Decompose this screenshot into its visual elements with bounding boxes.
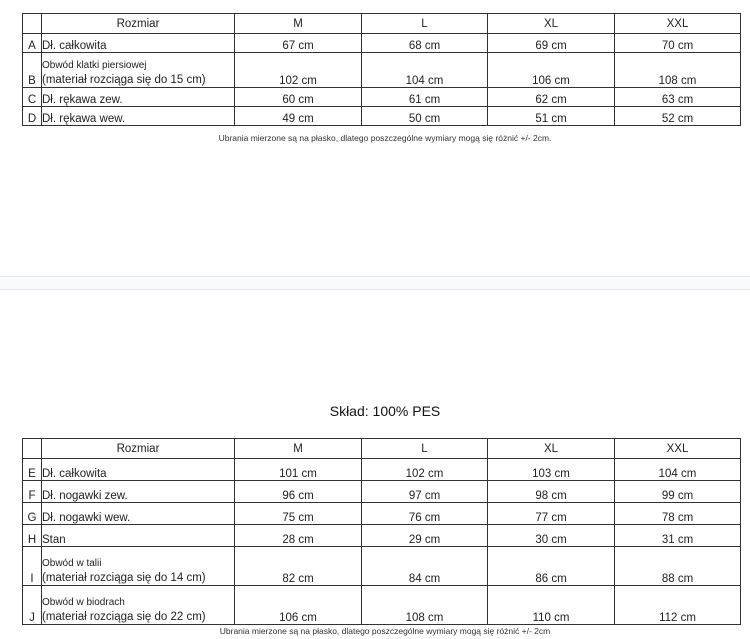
row-code: E xyxy=(23,459,42,481)
row-value-m: 82 cm xyxy=(235,547,362,586)
header-size-xxl: XXL xyxy=(615,14,741,34)
header-code-cell xyxy=(23,14,42,34)
row-value-l: 108 cm xyxy=(362,586,488,625)
table-row xyxy=(23,547,741,586)
row-value-m: 67 cm xyxy=(235,34,362,53)
row-code: G xyxy=(23,503,42,525)
row-label: Dł. całkowita xyxy=(42,34,235,53)
header-code-cell xyxy=(23,439,42,459)
header-size-xl: XL xyxy=(488,439,615,459)
row-label-line2: (materiał rozciąga się do 14 cm) xyxy=(42,572,206,584)
header-size-l: L xyxy=(362,439,488,459)
row-value-xxl: 63 cm xyxy=(615,88,741,107)
table-row xyxy=(23,525,741,547)
table-row xyxy=(23,503,741,525)
row-value-xl: 51 cm xyxy=(488,107,615,126)
row-value-xxl: 70 cm xyxy=(615,34,741,53)
row-code: A xyxy=(23,34,42,53)
row-value-xl: 86 cm xyxy=(488,547,615,586)
row-label: Dł. rękawa zew. xyxy=(42,88,235,107)
row-value-l: 68 cm xyxy=(362,34,488,53)
table-row xyxy=(23,88,741,107)
row-value-m: 106 cm xyxy=(235,586,362,625)
table-row xyxy=(23,586,741,625)
row-label: Dł. całkowita xyxy=(42,459,235,481)
measurement-note: Ubrania mierzone są na płasko, dlatego poszczególne wymiary mogą się różnić +/- 2cm xyxy=(219,626,551,636)
row-value-xl: 62 cm xyxy=(488,88,615,107)
row-value-m: 102 cm xyxy=(235,53,362,88)
row-value-l: 84 cm xyxy=(362,547,488,586)
row-value-l: 50 cm xyxy=(362,107,488,126)
row-code: I xyxy=(23,547,42,586)
size-table-top xyxy=(22,13,741,126)
row-label: Stan xyxy=(42,525,235,547)
header-size-l: L xyxy=(362,14,488,34)
row-value-xxl: 52 cm xyxy=(615,107,741,126)
row-value-l: 61 cm xyxy=(362,88,488,107)
row-label: Dł. nogawki zew. xyxy=(42,481,235,503)
table-row xyxy=(23,107,741,126)
row-value-xl: 103 cm xyxy=(488,459,615,481)
row-value-xl: 69 cm xyxy=(488,34,615,53)
header-size-xxl: XXL xyxy=(615,439,741,459)
header-size-m: M xyxy=(235,439,362,459)
row-value-l: 102 cm xyxy=(362,459,488,481)
row-label: Dł. nogawki wew. xyxy=(42,503,235,525)
row-label xyxy=(42,53,235,88)
row-label-line1: Obwód klatki piersiowej xyxy=(42,60,147,71)
row-label xyxy=(42,586,235,625)
row-value-m: 60 cm xyxy=(235,88,362,107)
row-value-l: 29 cm xyxy=(362,525,488,547)
header-size-label: Rozmiar xyxy=(42,439,235,459)
row-value-xxl: 31 cm xyxy=(615,525,741,547)
row-value-xl: 110 cm xyxy=(488,586,615,625)
table-row xyxy=(23,34,741,53)
size-table-bottom xyxy=(22,438,741,625)
header-size-label: Rozmiar xyxy=(42,14,235,34)
row-value-m: 75 cm xyxy=(235,503,362,525)
row-code: F xyxy=(23,481,42,503)
row-label-line2: (materiał rozciąga się do 15 cm) xyxy=(42,74,206,86)
row-label-line1: Obwód w biodrach xyxy=(42,597,125,608)
row-value-xxl: 112 cm xyxy=(615,586,741,625)
row-value-xxl: 108 cm xyxy=(615,53,741,88)
header-size-xl: XL xyxy=(488,14,615,34)
row-code: D xyxy=(23,107,42,126)
row-code: J xyxy=(23,586,42,625)
composition-heading: Skład: 100% PES xyxy=(329,403,441,419)
row-value-l: 104 cm xyxy=(362,53,488,88)
row-value-l: 97 cm xyxy=(362,481,488,503)
row-value-xxl: 78 cm xyxy=(615,503,741,525)
row-code: H xyxy=(23,525,42,547)
row-value-xl: 77 cm xyxy=(488,503,615,525)
row-label xyxy=(42,547,235,586)
row-value-xxl: 99 cm xyxy=(615,481,741,503)
row-value-xl: 106 cm xyxy=(488,53,615,88)
row-value-l: 76 cm xyxy=(362,503,488,525)
row-value-m: 28 cm xyxy=(235,525,362,547)
row-value-m: 49 cm xyxy=(235,107,362,126)
table-row xyxy=(23,459,741,481)
row-code: C xyxy=(23,88,42,107)
table-row xyxy=(23,53,741,88)
row-label-line1: Obwód w talii xyxy=(42,558,102,569)
row-label-line2: (materiał rozciąga się do 22 cm) xyxy=(42,611,206,623)
table-header-row xyxy=(23,14,741,34)
table-header-row xyxy=(23,439,741,459)
row-value-xl: 30 cm xyxy=(488,525,615,547)
row-label: Dł. rękawa wew. xyxy=(42,107,235,126)
row-code: B xyxy=(23,53,42,88)
row-value-xxl: 104 cm xyxy=(615,459,741,481)
row-value-xl: 98 cm xyxy=(488,481,615,503)
row-value-xxl: 88 cm xyxy=(615,547,741,586)
measurement-note: Ubrania mierzone są na płasko, dlatego poszczególne wymiary mogą się różnić +/- 2cm. xyxy=(218,133,552,143)
row-value-m: 101 cm xyxy=(235,459,362,481)
header-size-m: M xyxy=(235,14,362,34)
row-value-m: 96 cm xyxy=(235,481,362,503)
section-divider xyxy=(0,276,750,290)
table-row xyxy=(23,481,741,503)
